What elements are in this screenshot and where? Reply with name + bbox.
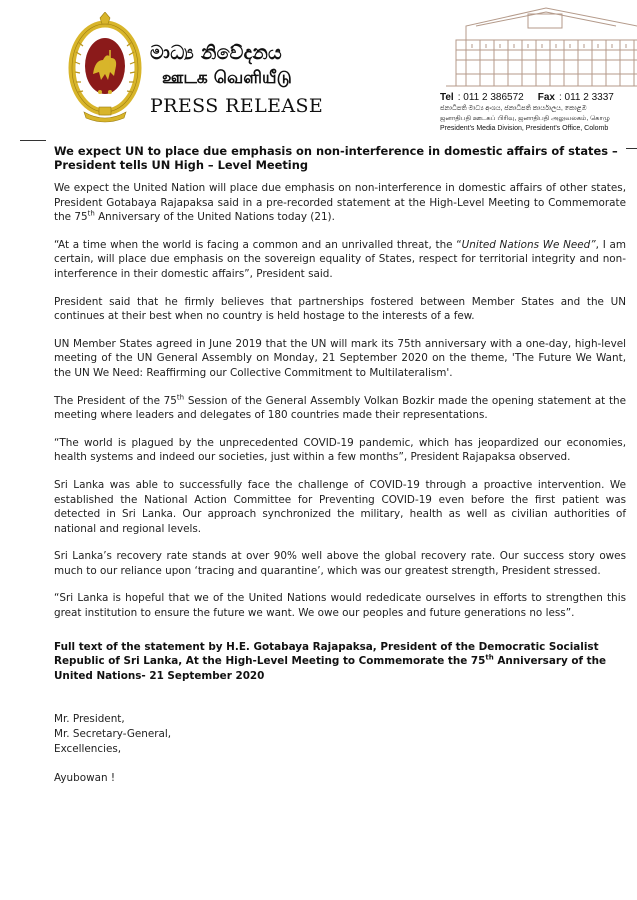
contact-details <box>440 92 614 132</box>
paragraph-3: President said that he firmly believes that partnerships fostered between Member States and the UN continues at their best when no country is held hostage to the interests of a few. <box>54 295 626 323</box>
paragraph-7: Sri Lanka was able to successfully face the challenge of COVID-19 through a proactive intervention. We established the National Action Committee for Preventing COVID-19 even before the first patient was detected in Sri Lanka. Our approach synchronized the military, health as well as civilian authorities of national and regional levels. <box>54 478 626 535</box>
salutation-1: Mr. President, <box>54 713 125 726</box>
statement-title: Full text of the statement by H.E. Gotabaya Rajapaksa, President of the Democratic Socialist Republic of Sri Lanka, At the High-Level Meeting to Commemorate the 75th Anniversary of the United Nations- 21 September 2020 <box>54 640 607 682</box>
paragraph-8: Sri Lanka’s recovery rate stands at over 90% well above the global recovery rate. Our success story owes much to our reliance upon ‘tracing and quarantine’, which was our greatest strength, President stressed. <box>54 550 626 577</box>
headline: We expect UN to place due emphasis on non-interference in domestic affairs of states – President tells UN High – Level Meeting <box>54 144 618 172</box>
header-divider-left <box>20 140 46 141</box>
salutation-3: Excellencies, <box>54 742 122 755</box>
salutation-2: Mr. Secretary-General, <box>54 728 172 741</box>
paragraph-5: The President of the 75th Session of the General Assembly Volkan Bozkir made the opening statement at the meeting where leaders and delegates of 180 countries made their representations. <box>54 393 626 422</box>
fax-label: Fax <box>537 92 555 103</box>
fax-number: : 011 2 3337 <box>558 92 614 103</box>
paragraph-6: “The world is plagued by the unprecedented COVID-19 pandemic, which has jeopardized our economies, health systems and indeed our societies, just within a few months”, President Rajapaksa observed. <box>54 436 626 464</box>
paragraph-1: We expect the United Nation will place due emphasis on non-interference in domestic affairs of other states, President Gotabaya Rajapaksa said in a pre-recorded statement at the High-Level Meeting to Commemorate the 75th Anniversary of the United Nations today (21). <box>54 182 626 224</box>
tel-number: : 011 2 386572 <box>457 92 524 103</box>
english-office: President's Media Division, President's Office, Colomb <box>440 125 609 132</box>
paragraph-2: “At a time when the world is facing a common and an unrivalled threat, the “United Nations We Need”, I am certain, will place due emphasis on the sovereign equality of States, respect for territorial integrity and non-interference in their domestic affairs”, President said. <box>54 238 626 280</box>
paragraph-9: “Sri Lanka is hopeful that we of the United Nations would rededicate ourselves in efforts to strengthen this great institution to ensure the future we want. We owe our peoples and future generations no less”. <box>54 592 626 620</box>
tamil-office: ஜனாதிபதி ஊடகப் பிரிவு, ஜனாதிபதி அலுவலகம், கொழு <box>440 115 610 122</box>
header-divider-right <box>626 148 637 149</box>
press-release-titles <box>150 42 323 117</box>
presidential-secretariat-building-icon <box>436 0 637 88</box>
sinhala-title: මාධ්‍ය නිවේදනය <box>150 42 283 64</box>
sri-lanka-emblem-icon <box>66 12 144 124</box>
tel-label: Tel <box>440 92 454 103</box>
closing-greeting: Ayubowan ! <box>54 772 116 785</box>
paragraph-4: UN Member States agreed in June 2019 that the UN will mark its 75th anniversary with a one-day, high-level meeting of the UN General Assembly on Monday, 21 September 2020 on the theme, 'The Future We Want, the UN We Need: Reaffirming our Collective Commitment to Multilateralism'. <box>54 337 626 379</box>
tamil-title: ஊடக வெளியீடு <box>162 68 292 88</box>
article-body <box>54 144 626 786</box>
english-title: PRESS RELEASE <box>150 95 324 117</box>
sinhala-office: ජනාධිපති මාධ්‍ය අංශය, ජනාධිපති කාර්යාලය, කොළඹ <box>440 105 587 112</box>
